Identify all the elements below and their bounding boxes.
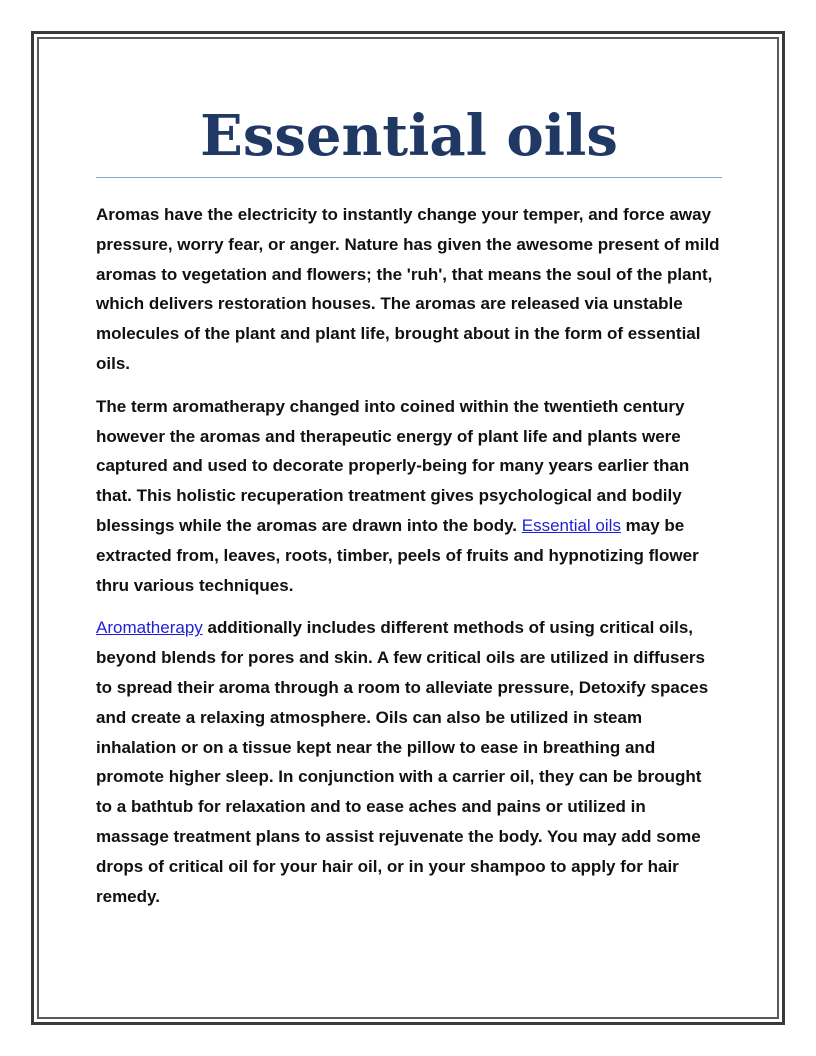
- essential-oils-link[interactable]: Essential oils: [521, 515, 621, 535]
- paragraph-2-text-before-link: The term aromatherapy changed into coined within the twentieth century however the aromas and therapeutic energy of plant life and plants were captured and used to decorate properly-being for many years earlier than that. This holistic recuperation treatment gives psychological and bodily blessings while the aromas are drawn into the body.: [96, 396, 690, 535]
- paragraph-2-text-after-link: may be extracted from, leaves, roots, timber, peels of fruits and hypnotizing flower thru various techniques.: [96, 515, 699, 595]
- title-underline: [96, 177, 722, 178]
- aromatherapy-link[interactable]: Aromatherapy: [96, 618, 203, 638]
- paragraph-1: [96, 200, 722, 379]
- paragraph-3: [96, 613, 722, 911]
- paragraph-1-text: Aromas have the electricity to instantly change your temper, and force away pressure, worry fear, or anger. Nature has given the awesome present of mild aromas to vegetation and flowers; the 'ruh', that means the soul of the plant, which delivers restoration houses. The aromas are released via unstable molecules of the plant and plant life, brought about in the form of essential oils.: [96, 205, 720, 373]
- paragraph-2: [96, 392, 722, 601]
- document-title: Essential oils: [200, 103, 618, 169]
- document-body: [96, 200, 722, 924]
- paragraph-3-text-after-link: additionally includes different methods of using critical oils, beyond blends for pores and skin. A few critical oils are utilized in diffusers to spread their aroma through a room to alleviate pressure, Detoxify spaces and create a relaxing atmosphere. Oils can also be utilized in steam inhalation or on a tissue kept near the pillow to ease in breathing and promote higher sleep. In conjunction with a carrier oil, they can be brought to a bathtub for relaxation and to ease aches and pains or utilized in massage treatment plans to assist rejuvenate the body. You may add some drops of critical oil for your hair oil, or in your shampoo to apply for hair remedy.: [96, 618, 709, 906]
